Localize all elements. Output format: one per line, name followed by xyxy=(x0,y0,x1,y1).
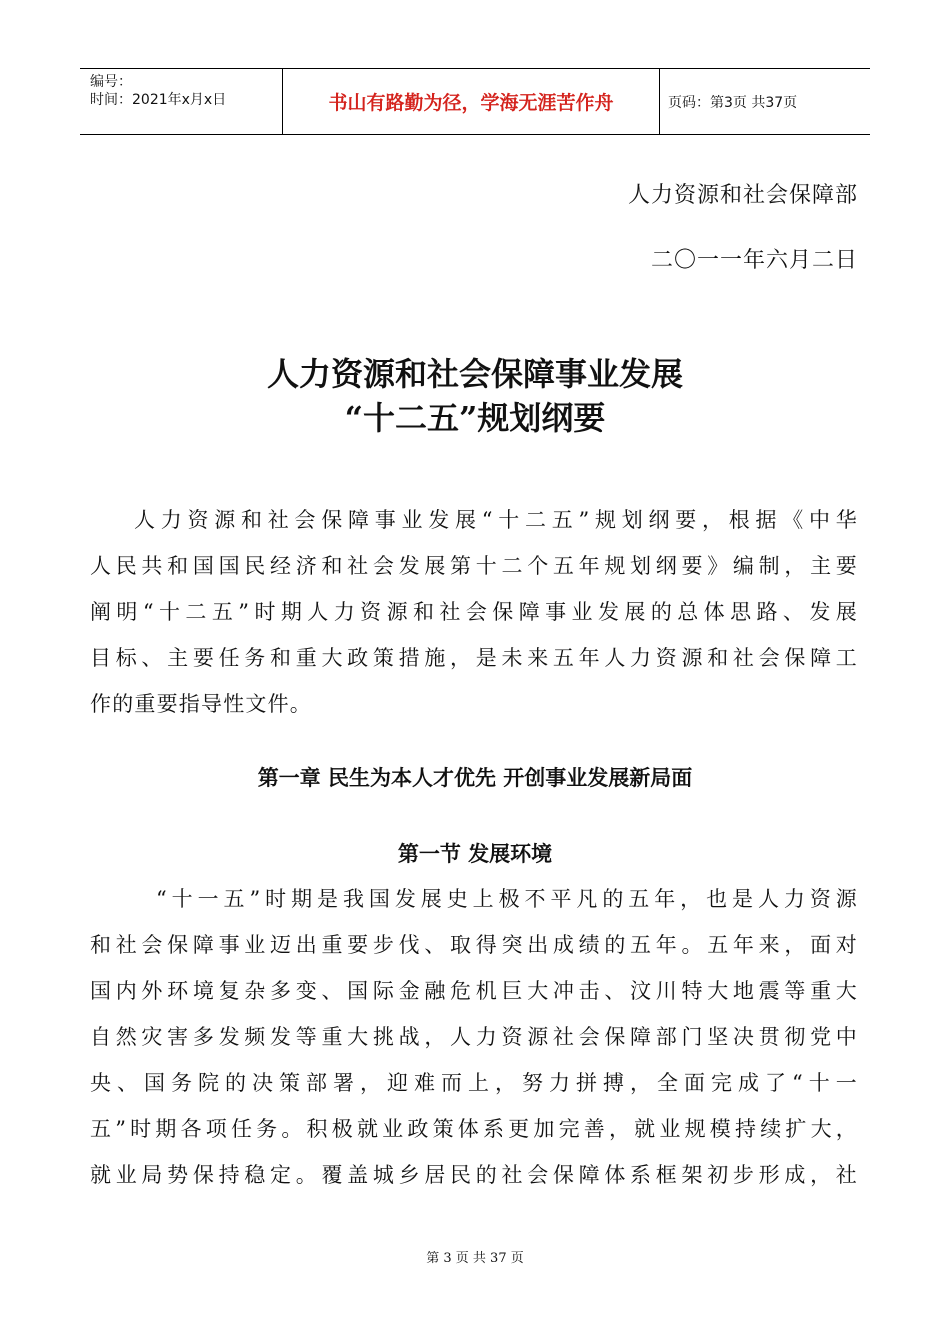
body-line: 五”时期各项任务。积极就业政策体系更加完善，就业规模持续扩大， xyxy=(90,1117,858,1141)
intro-paragraph xyxy=(90,497,858,727)
header-meta xyxy=(80,69,282,134)
chapter-heading: 第一章 民生为本人才优先 开创事业发展新局面 xyxy=(257,766,693,790)
body-paragraph xyxy=(90,876,858,1198)
intro-line: 作的重要指导性文件。 xyxy=(90,692,312,716)
issue-date: 二〇一一年六月二日 xyxy=(650,248,858,273)
title-line-1: 人力资源和社会保障事业发展 xyxy=(266,355,683,393)
body-line: “十一五”时期是我国发展史上极不平凡的五年，也是人力资源 xyxy=(156,887,858,911)
intro-line: 目标、主要任务和重大政策措施，是未来五年人力资源和社会保障工 xyxy=(90,646,858,670)
section-heading: 第一节 发展环境 xyxy=(397,842,553,866)
time-label: 时间：2021年x月x日 xyxy=(90,92,227,108)
motto: 书山有路勤为径，学海无涯苦作舟 xyxy=(282,69,660,134)
body-line: 自然灾害多发频发等重大挑战，人力资源社会保障部门坚决贯彻党中 xyxy=(90,1025,858,1049)
body-line: 和社会保障事业迈出重要步伐、取得突出成绩的五年。五年来，面对 xyxy=(90,933,858,957)
body-line: 就业局势保持稳定。覆盖城乡居民的社会保障体系框架初步形成，社 xyxy=(90,1163,858,1187)
page-code: 页码：第3页 共37页 xyxy=(668,94,798,111)
issuer: 人力资源和社会保障部 xyxy=(627,183,858,208)
number-label: 编号： xyxy=(90,74,132,90)
document-title xyxy=(0,352,950,440)
title-line-2: “十二五”规划纲要 xyxy=(344,399,606,437)
intro-line: 人民共和国国民经济和社会发展第十二个五年规划纲要》编制，主要 xyxy=(90,554,858,578)
page-footer: 第 3 页 共 37 页 xyxy=(426,1251,524,1266)
intro-line: 人力资源和社会保障事业发展“十二五”规划纲要，根据《中华 xyxy=(134,508,858,532)
body-line: 央、国务院的决策部署，迎难而上，努力拼搏，全面完成了“十一 xyxy=(90,1071,858,1095)
intro-line: 阐明“十二五”时期人力资源和社会保障事业发展的总体思路、发展 xyxy=(90,600,858,624)
body-line: 国内外环境复杂多变、国际金融危机巨大冲击、汶川特大地震等重大 xyxy=(90,979,858,1003)
document-header xyxy=(80,68,870,135)
